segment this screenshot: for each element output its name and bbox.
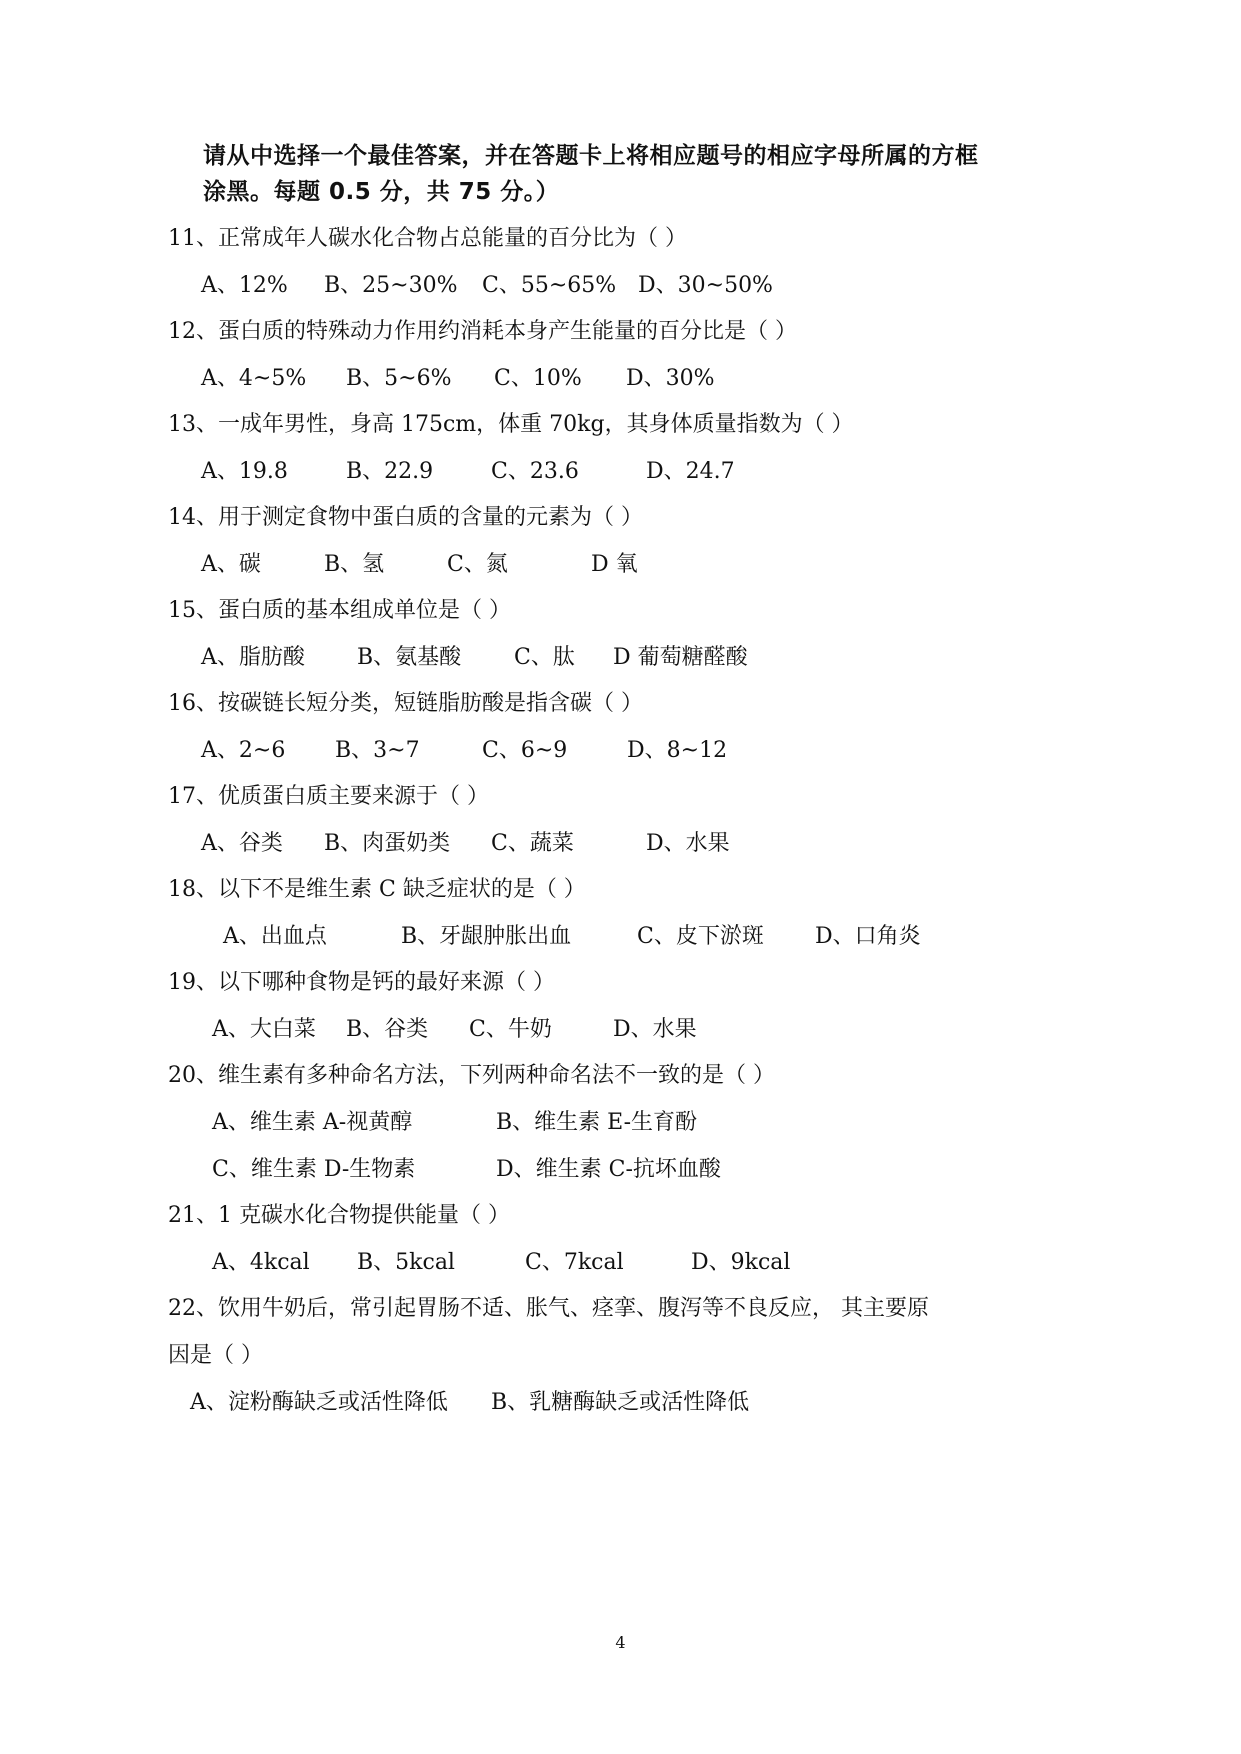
question-18-stem: 18、以下不是维生素 C 缺乏症状的是（ ） [168,877,586,902]
question-15-option-c: C、肽 [514,645,575,670]
question-20-option-d: D、维生素 C-抗坏血酸 [496,1157,721,1182]
question-13-option-a: A、19.8 [201,459,288,484]
question-17-option-a: A、谷类 [201,831,283,856]
question-12-option-a: A、4~5% [201,366,307,391]
question-18-option-c: C、皮下淤斑 [637,924,764,949]
question-15-option-d: D 葡萄糖醛酸 [613,645,748,670]
question-16-option-d: D、8~12 [627,738,728,763]
question-15-option-a: A、脂肪酸 [201,645,305,670]
question-15-stem: 15、蛋白质的基本组成单位是（ ） [168,598,511,623]
question-16-stem: 16、按碳链长短分类，短链脂肪酸是指含碳（ ） [168,691,643,716]
question-18-option-d: D、口角炎 [815,924,921,949]
question-16-option-a: A、2~6 [201,738,286,763]
instruction-line-2: 涂黑。每题 0.5 分，共 75 分。） [203,179,560,205]
question-22-stem-continued: 因是（ ） [168,1343,263,1368]
question-19-option-b: B、谷类 [346,1017,429,1042]
question-14-option-b: B、氢 [324,552,385,577]
question-20-option-c: C、维生素 D-生物素 [212,1157,416,1182]
instruction-line-1: 请从中选择一个最佳答案，并在答题卡上将相应题号的相应字母所属的方框 [203,143,979,169]
question-17-option-c: C、蔬菜 [491,831,574,856]
question-13-option-b: B、22.9 [346,459,434,484]
question-11-stem: 11、正常成年人碳水化合物占总能量的百分比为（ ） [168,226,687,251]
question-16-option-b: B、3~7 [335,738,420,763]
question-21-option-d: D、9kcal [691,1250,791,1275]
question-12-stem: 12、蛋白质的特殊动力作用约消耗本身产生能量的百分比是（ ） [168,319,797,344]
question-17-option-b: B、肉蛋奶类 [324,831,451,856]
question-13-option-c: C、23.6 [491,459,579,484]
question-12-option-b: B、5~6% [346,366,452,391]
question-21-stem: 21、1 克碳水化合物提供能量（ ） [168,1203,510,1228]
question-17-option-d: D、水果 [646,831,730,856]
question-14-option-d: D 氧 [591,552,638,577]
question-11-option-c: C、55~65% [482,273,617,298]
question-22-option-b: B、乳糖酶缺乏或活性降低 [491,1390,750,1415]
question-16-option-c: C、6~9 [482,738,568,763]
question-18-option-a: A、出血点 [223,924,327,949]
question-12-option-c: C、10% [494,366,582,391]
question-13-stem: 13、一成年男性，身高 175cm，体重 70kg，其身体质量指数为（ ） [168,412,854,437]
question-20-stem: 20、维生素有多种命名方法，下列两种命名法不一致的是（ ） [168,1063,775,1088]
question-12-option-d: D、30% [626,366,715,391]
question-21-option-a: A、4kcal [212,1250,310,1275]
question-22-stem: 22、饮用牛奶后，常引起胃肠不适、胀气、痉挛、腹泻等不良反应， 其主要原 [168,1296,929,1321]
question-17-stem: 17、优质蛋白质主要来源于（ ） [168,784,489,809]
question-21-option-b: B、5kcal [357,1250,455,1275]
question-19-option-c: C、牛奶 [469,1017,552,1042]
page-number: 4 [615,1633,626,1652]
question-14-stem: 14、用于测定食物中蛋白质的含量的元素为（ ） [168,505,643,530]
question-19-stem: 19、以下哪种食物是钙的最好来源（ ） [168,970,555,995]
question-11-option-a: A、12% [201,273,288,298]
question-14-option-a: A、碳 [201,552,261,577]
question-20-option-a: A、维生素 A-视黄醇 [212,1110,413,1135]
question-19-option-a: A、大白菜 [212,1017,316,1042]
question-11-option-d: D、30~50% [638,273,773,298]
question-11-option-b: B、25~30% [324,273,458,298]
question-21-option-c: C、7kcal [525,1250,624,1275]
question-19-option-d: D、水果 [613,1017,697,1042]
question-13-option-d: D、24.7 [646,459,735,484]
question-14-option-c: C、氮 [447,552,508,577]
question-18-option-b: B、牙龈肿胀出血 [401,924,572,949]
question-22-option-a: A、淀粉酶缺乏或活性降低 [190,1390,448,1415]
question-15-option-b: B、氨基酸 [357,645,462,670]
question-20-option-b: B、维生素 E-生育酚 [496,1110,698,1135]
